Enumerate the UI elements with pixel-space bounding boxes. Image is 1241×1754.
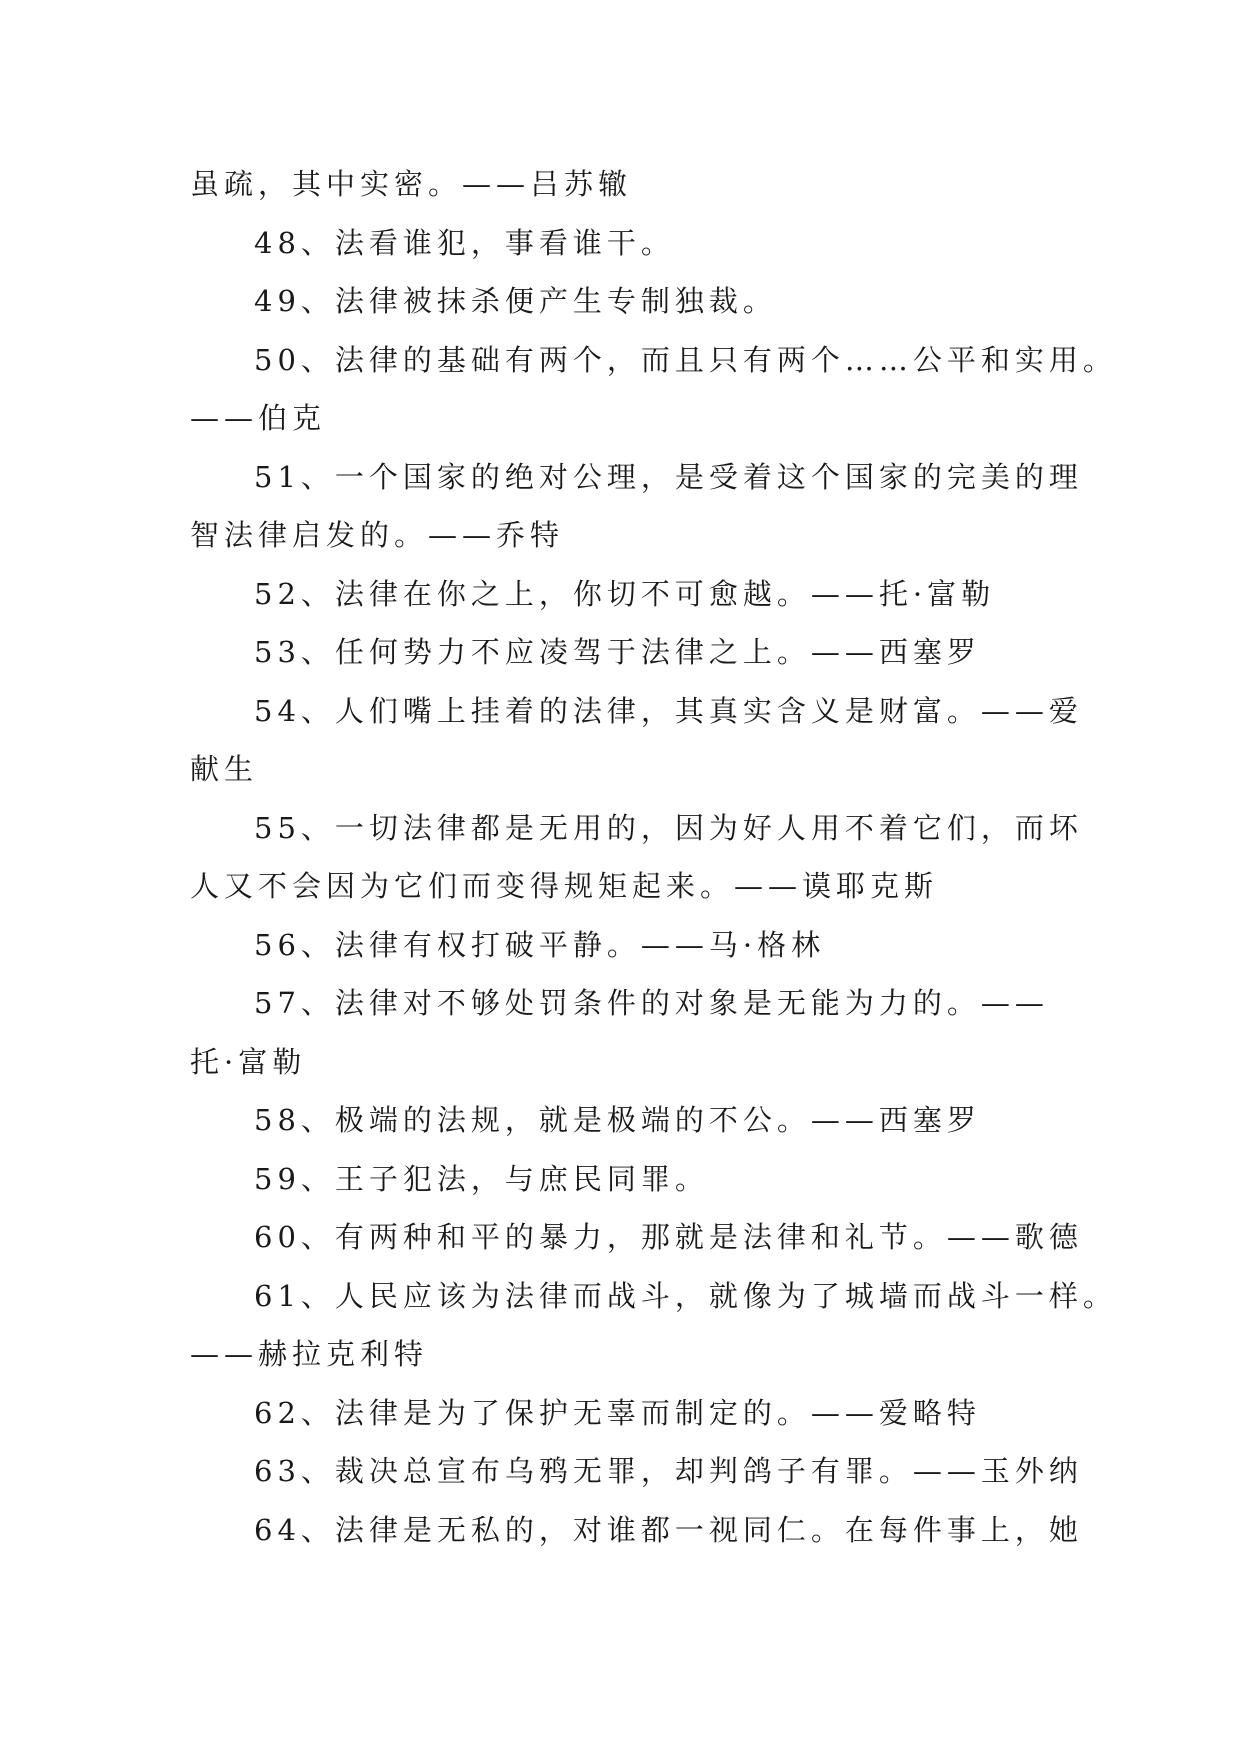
text-line: 人又不会因为它们而变得规矩起来。——谟耶克斯 <box>190 869 939 903</box>
text-line: 50、法律的基础有两个，而且只有两个……公平和实用。 <box>254 342 1117 377</box>
text-line: 57、法律对不够处罚条件的对象是无能为力的。—— <box>254 986 1049 1020</box>
text-line: 52、法律在你之上，你切不可愈越。——托·富勒 <box>254 576 996 611</box>
text-line: 61、人民应该为法律而战斗，就像为了城墙而战斗一样。 <box>254 1278 1117 1313</box>
text-line: 49、法律被抹杀便产生专制独裁。 <box>254 284 777 318</box>
text-line: 智法律启发的。——乔特 <box>190 518 565 552</box>
text-line: 62、法律是为了保护无辜而制定的。——爱略特 <box>254 1395 981 1430</box>
text-line: 63、裁决总宣布乌鸦无罪，却判鸽子有罪。——玉外纳 <box>254 1454 1083 1488</box>
text-line: 59、王子犯法，与庶民同罪。 <box>254 1161 709 1196</box>
text-line: 献生 <box>190 752 259 786</box>
text-line: ——伯克 <box>190 401 327 435</box>
text-line: 64、法律是无私的，对谁都一视同仁。在每件事上，她 <box>254 1512 1083 1547</box>
text-line: 托·富勒 <box>190 1044 307 1079</box>
text-line: 51、一个国家的绝对公理，是受着这个国家的完美的理 <box>254 459 1083 494</box>
quote-text-block <box>190 155 1117 1559</box>
text-line: 60、有两种和平的暴力，那就是法律和礼节。——歌德 <box>254 1220 1083 1254</box>
text-line: 53、任何势力不应凌驾于法律之上。——西塞罗 <box>254 635 981 669</box>
text-line: 56、法律有权打破平静。——马·格林 <box>254 927 826 962</box>
text-line: ——赫拉克利特 <box>190 1337 429 1371</box>
text-line: 54、人们嘴上挂着的法律，其真实含义是财富。——爱 <box>254 693 1083 728</box>
text-line: 虽疏，其中实密。——吕苏辙 <box>190 167 633 201</box>
text-line: 58、极端的法规，就是极端的不公。——西塞罗 <box>254 1103 981 1137</box>
text-line: 55、一切法律都是无用的，因为好人用不着它们，而坏 <box>254 810 1083 845</box>
text-line: 48、法看谁犯，事看谁干。 <box>254 225 675 260</box>
